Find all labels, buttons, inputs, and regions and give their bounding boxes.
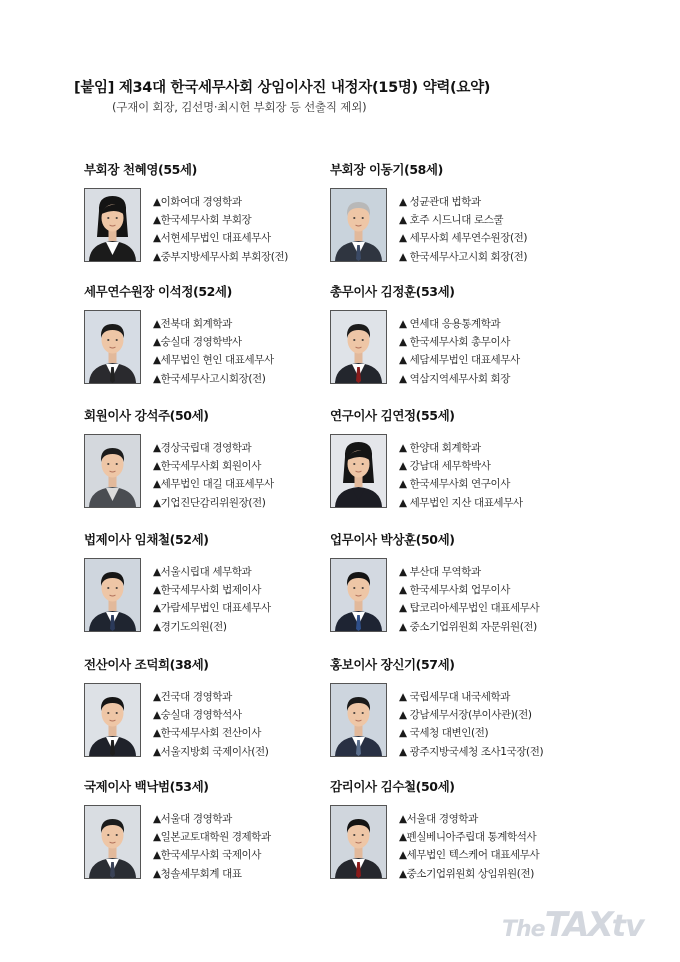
career-item: ▲세무법인 현인 대표세무사 <box>153 354 274 367</box>
portrait-graphic <box>85 435 140 507</box>
document-title: [붙임] 제34대 한국세무사회 상임이사진 내정자(15명) 약력(요약) <box>74 80 491 96</box>
portrait-graphic <box>85 311 140 383</box>
portrait-graphic <box>85 189 140 261</box>
career-item: ▲서울지방회 국제이사(전) <box>153 745 269 758</box>
watermark-prefix: The <box>502 917 545 942</box>
member-name: 국제이사 백낙범(53세) <box>84 779 209 794</box>
career-list <box>399 563 539 636</box>
career-list <box>399 810 539 883</box>
career-list <box>153 563 271 636</box>
member-photo <box>84 310 141 384</box>
career-item: ▲한국세무사고시회장(전) <box>153 372 266 385</box>
career-item: ▲서현세무법인 대표세무사 <box>153 232 271 245</box>
career-item: ▲한국세무사회 전산이사 <box>153 727 262 740</box>
member-name: 회원이사 강석주(50세) <box>84 408 209 423</box>
career-item: ▲ 한국세무사회 업무이사 <box>399 584 510 597</box>
career-list <box>153 810 271 883</box>
career-item: ▲ 한양대 회계학과 <box>399 442 481 454</box>
career-list <box>153 315 274 388</box>
career-item: ▲ 강남대 세무학박사 <box>399 460 491 473</box>
career-item: ▲ 국세청 대변인(전) <box>399 727 489 740</box>
career-item: ▲일본교토대학원 경제학과 <box>153 831 271 844</box>
career-item: ▲청솔세무회계 대표 <box>153 867 242 880</box>
career-list <box>399 439 523 512</box>
member-card <box>330 655 630 765</box>
member-name: 부회장 천혜영(55세) <box>84 162 197 177</box>
career-list <box>153 688 268 761</box>
member-name: 감리이사 김수철(50세) <box>330 779 455 794</box>
career-item: ▲ 한국세무사회 연구이사 <box>399 478 510 491</box>
member-photo <box>330 310 387 384</box>
career-list <box>399 315 520 388</box>
career-item: ▲건국대 경영학과 <box>153 691 232 703</box>
member-name: 부회장 이동기(58세) <box>330 162 443 177</box>
member-photo <box>330 805 387 879</box>
member-photo <box>84 558 141 632</box>
member-photo <box>330 558 387 632</box>
career-item: ▲경상국립대 경영학과 <box>153 442 252 454</box>
member-name: 전산이사 조덕희(38세) <box>84 657 209 672</box>
member-name: 연구이사 김연정(55세) <box>330 408 455 423</box>
portrait-graphic <box>331 311 386 383</box>
career-item: ▲세무법인 대길 대표세무사 <box>153 478 274 491</box>
career-list <box>399 193 527 266</box>
career-item: ▲ 세무법인 지산 대표세무사 <box>399 496 523 509</box>
career-item: ▲ 국립세무대 내국세학과 <box>399 691 510 703</box>
portrait-graphic <box>331 189 386 261</box>
member-photo <box>84 683 141 757</box>
member-photo <box>84 805 141 879</box>
member-card <box>330 530 630 640</box>
member-name: 총무이사 김정훈(53세) <box>330 284 455 299</box>
member-card <box>330 777 630 887</box>
member-photo <box>330 683 387 757</box>
portrait-graphic <box>331 806 386 878</box>
career-item: ▲이화여대 경영학과 <box>153 196 242 208</box>
career-list <box>153 439 274 512</box>
member-name: 법제이사 임채철(52세) <box>84 532 209 547</box>
career-item: ▲ 세무사회 세무연수원장(전) <box>399 232 528 245</box>
member-card <box>330 160 630 270</box>
member-name: 세무연수원장 이석정(52세) <box>84 284 232 299</box>
member-name: 홍보이사 장신기(57세) <box>330 657 455 672</box>
career-item: ▲ 호주 시드니대 로스쿨 <box>399 214 504 227</box>
member-card <box>330 282 630 392</box>
career-item: ▲숭실대 경영학석사 <box>153 709 242 722</box>
watermark-suffix: tv <box>611 909 644 944</box>
thetaxtv-watermark <box>502 905 644 945</box>
member-photo <box>84 434 141 508</box>
career-item: ▲펜실베니아주립대 통계학석사 <box>399 831 537 844</box>
member-photo <box>330 188 387 262</box>
career-item: ▲ 연세대 응용통계학과 <box>399 318 501 330</box>
career-item: ▲중부지방세무사회 부회장(전) <box>153 250 288 263</box>
career-item: ▲기업진단감리위원장(전) <box>153 496 266 509</box>
career-item: ▲세무법인 텍스케어 대표세무사 <box>399 849 540 862</box>
career-item: ▲ 중소기업위원회 자문위원(전) <box>399 620 537 633</box>
career-item: ▲한국세무사회 국제이사 <box>153 849 262 862</box>
career-item: ▲ 성균관대 법학과 <box>399 196 481 208</box>
career-item: ▲한국세무사회 회원이사 <box>153 460 262 473</box>
career-list <box>153 193 288 266</box>
career-item: ▲전북대 회계학과 <box>153 318 232 330</box>
member-name: 업무이사 박상훈(50세) <box>330 532 455 547</box>
member-card <box>330 406 630 516</box>
portrait-graphic <box>331 559 386 631</box>
member-photo <box>84 188 141 262</box>
career-item: ▲서울시립대 세무학과 <box>153 566 252 578</box>
career-item: ▲중소기업위원회 상임위원(전) <box>399 867 534 880</box>
career-item: ▲ 세담세무법인 대표세무사 <box>399 354 520 367</box>
career-item: ▲숭실대 경영학박사 <box>153 336 242 349</box>
career-item: ▲한국세무사회 법제이사 <box>153 584 262 597</box>
career-item: ▲ 부산대 무역학과 <box>399 566 481 578</box>
watermark-brand: TAX <box>544 905 612 945</box>
career-item: ▲서울대 경영학과 <box>399 813 478 825</box>
document-subtitle: (구재이 회장, 김선명·최시헌 부회장 등 선출직 제외) <box>112 100 367 114</box>
career-item: ▲ 역삼지역세무사회 회장 <box>399 372 510 385</box>
career-item: ▲가람세무법인 대표세무사 <box>153 602 271 615</box>
career-item: ▲한국세무사회 부회장 <box>153 214 252 227</box>
portrait-graphic <box>331 435 386 507</box>
career-list <box>399 688 543 761</box>
career-item: ▲ 한국세무사고시회 회장(전) <box>399 250 528 263</box>
career-item: ▲ 한국세무사회 총무이사 <box>399 336 510 349</box>
portrait-graphic <box>85 806 140 878</box>
career-item: ▲서울대 경영학과 <box>153 813 232 825</box>
member-photo <box>330 434 387 508</box>
portrait-graphic <box>85 684 140 756</box>
portrait-graphic <box>331 684 386 756</box>
career-item: ▲ 광주지방국세청 조사1국장(전) <box>399 745 544 758</box>
career-item: ▲ 강남세무서장(부이사관)(전) <box>399 709 532 722</box>
career-item: ▲경기도의원(전) <box>153 620 227 633</box>
portrait-graphic <box>85 559 140 631</box>
career-item: ▲ 탑코리아세무법인 대표세무사 <box>399 602 540 615</box>
